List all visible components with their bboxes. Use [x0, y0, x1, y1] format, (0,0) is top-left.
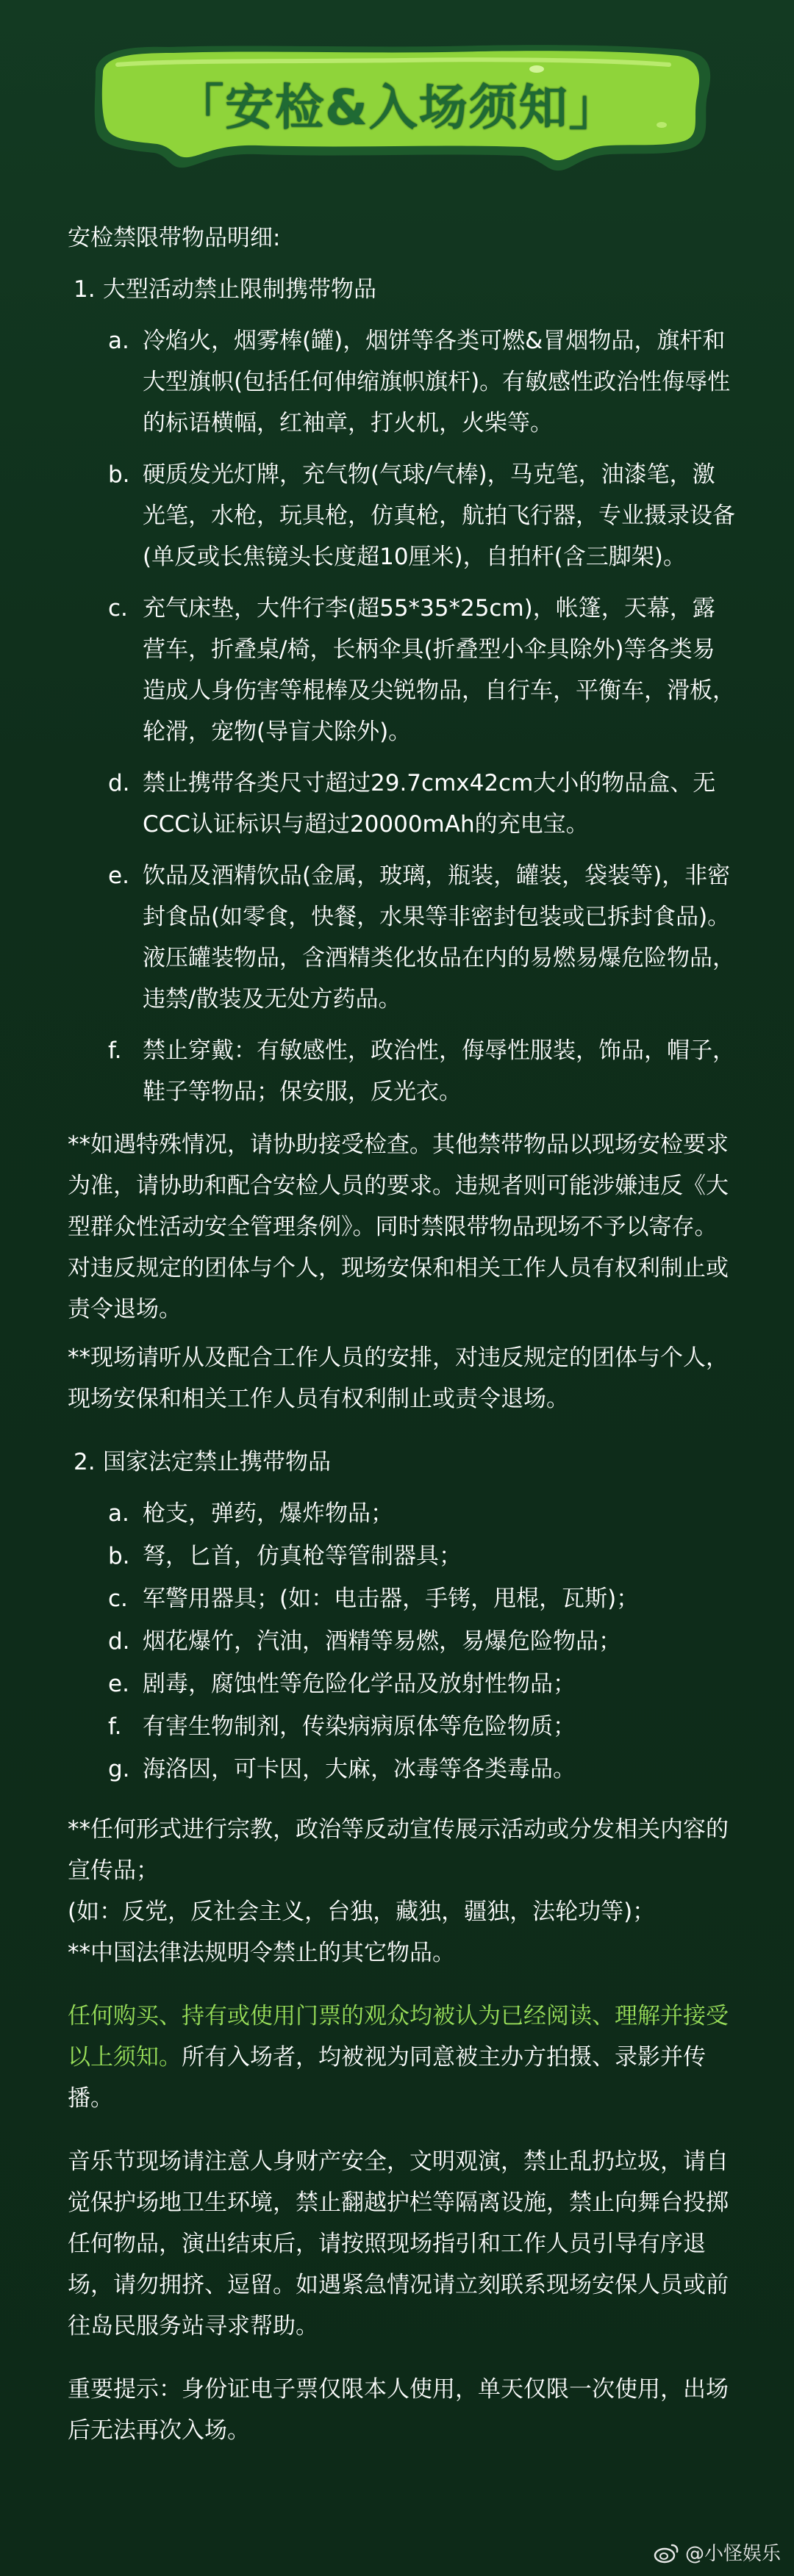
consent-paragraph: [68, 1996, 737, 2119]
consent-highlight: 任何购买、持有或使用门票的观众均被认为已经阅读、理解并接受以上须知。: [68, 2003, 729, 2070]
list-item: [108, 1663, 737, 1705]
section-2-list: [68, 1493, 737, 1790]
item-label: e.: [108, 863, 129, 889]
item-label: c.: [108, 595, 128, 622]
item-text: 冷焰火，烟雾棒(罐)，烟饼等各类可燃&冒烟物品，旗杆和大型旗帜(包括任何伸缩旗帜旗杆)。有敏感性政治性侮辱性的标语横幅，红袖章，打火机，火柴等。: [143, 328, 731, 436]
item-label: f.: [108, 1713, 122, 1740]
weibo-icon: [653, 2541, 681, 2564]
item-label: b.: [108, 461, 130, 488]
list-item: [108, 320, 737, 444]
note-paragraph: (如：反党，反社会主义，台独，藏独，疆独，法轮功等)；: [68, 1899, 656, 1925]
item-text: 充气床垫，大件行李(超55*35*25cm)，帐篷，天幕，露营车，折叠桌/椅，长柄伞具(折叠型小伞具除外)等各类易造成人身伤害等棍棒及尖锐物品，自行车，平衡车，滑板，轮滑，宠物(导盲犬除外)。: [143, 595, 735, 745]
list-item: [108, 588, 737, 752]
note-paragraph: **中国法律法规明令禁止的其它物品。: [68, 1940, 455, 1966]
section-number: 2.: [74, 1449, 96, 1475]
consent-text: 所有入场者，均被视为同意被主办方拍摄、录影并传播。: [68, 2044, 706, 2112]
list-item: [108, 1749, 737, 1790]
watermark-text: @小怪娱乐: [684, 2543, 781, 2565]
item-text: 海洛因，可卡因，大麻，冰毒等各类毒品。: [143, 1756, 576, 1782]
safety-paragraph: 音乐节现场请注意人身财产安全，文明观演，禁止乱扔垃圾，请自觉保护场地卫生环境，禁止翻越护栏等隔离设施，禁止向舞台投掷任何物品，演出结束后，请按照现场指引和工作人员引导有序退场，请勿拥挤、逗留。如遇紧急情况请立刻联系现场安保人员或前往岛民服务站寻求帮助。: [68, 2148, 729, 2339]
notice-content: [68, 217, 737, 2458]
section-title: 国家法定禁止携带物品: [103, 1449, 331, 1475]
weibo-watermark: [653, 2539, 781, 2566]
item-text: 禁止穿戴：有敏感性，政治性，侮辱性服装，饰品，帽子，鞋子等物品；保安服，反光衣。: [143, 1037, 735, 1105]
item-label: a.: [108, 328, 129, 354]
list-item: [108, 1621, 737, 1662]
item-text: 禁止携带各类尺寸超过29.7cmx42cm大小的物品盒、无CCC认证标识与超过20000mAh的充电宝。: [143, 770, 716, 838]
title-banner: [66, 29, 728, 176]
section-number: 1.: [74, 276, 96, 303]
item-label: a.: [108, 1500, 129, 1527]
list-item: [108, 763, 737, 845]
list-item: [108, 454, 737, 578]
item-label: f.: [108, 1037, 122, 1064]
list-item: [108, 1493, 737, 1534]
list-item: [108, 1578, 737, 1619]
item-label: d.: [108, 770, 130, 796]
item-label: b.: [108, 1543, 130, 1569]
intro-heading: 安检禁限带物品明细:: [68, 225, 281, 251]
page-title: 「安检&入场须知」: [175, 79, 619, 136]
note-paragraph: **如遇特殊情况，请协助接受检查。其他禁带物品以现场安检要求为准，请协助和配合安检人员的要求。违规者则可能涉嫌违反《大型群众性活动安全管理条例》。同时禁限带物品现场不予以寄存。对违反规定的团体与个人，现场安保和相关工作人员有权利制止或责令退场。: [68, 1132, 729, 1323]
list-item: [108, 855, 737, 1020]
list-item: [108, 1706, 737, 1747]
item-text: 枪支，弹药，爆炸物品；: [143, 1500, 393, 1527]
list-item: [108, 1030, 737, 1112]
item-label: g.: [108, 1756, 130, 1782]
section-title: 大型活动禁止限制携带物品: [103, 276, 376, 303]
important-reminder: 重要提示：身份证电子票仅限本人使用，单天仅限一次使用，出场后无法再次入场。: [68, 2376, 729, 2444]
section-1-list: [68, 320, 737, 1112]
section-1-heading: [68, 269, 737, 310]
item-text: 硬质发光灯牌，充气物(气球/气棒)，马克笔，油漆笔，激光笔，水枪，玩具枪，仿真枪，航拍飞行器，专业摄录设备(单反或长焦镜头长度超10厘米)，自拍杆(含三脚架)。: [143, 461, 735, 570]
section-2-heading: [68, 1442, 737, 1483]
item-label: d.: [108, 1628, 130, 1655]
note-paragraph: **现场请听从及配合工作人员的安排，对违反规定的团体与个人，现场安保和相关工作人员有权利制止或责令退场。: [68, 1345, 729, 1412]
item-text: 弩，匕首，仿真枪等管制器具；: [143, 1543, 462, 1569]
item-text: 烟花爆竹，汽油，酒精等易燃，易爆危险物品；: [143, 1628, 621, 1655]
item-text: 剧毒，腐蚀性等危险化学品及放射性物品；: [143, 1671, 576, 1697]
item-label: e.: [108, 1671, 129, 1697]
item-text: 有害生物制剂，传染病病原体等危险物质；: [143, 1713, 576, 1740]
list-item: [108, 1536, 737, 1577]
item-label: c.: [108, 1586, 128, 1612]
note-paragraph: **任何形式进行宗教，政治等反动宣传展示活动或分发相关内容的宣传品；: [68, 1816, 729, 1884]
item-text: 军警用器具；(如：电击器，手铐，甩棍，瓦斯)；: [143, 1586, 640, 1612]
item-text: 饮品及酒精饮品(金属，玻璃，瓶装，罐装，袋装等)，非密封食品(如零食，快餐，水果等非密封包装或已拆封食品)。液压罐装物品，含酒精类化妆品在内的易燃易爆危险物品，违禁/散装及无处方药品。: [143, 863, 735, 1012]
